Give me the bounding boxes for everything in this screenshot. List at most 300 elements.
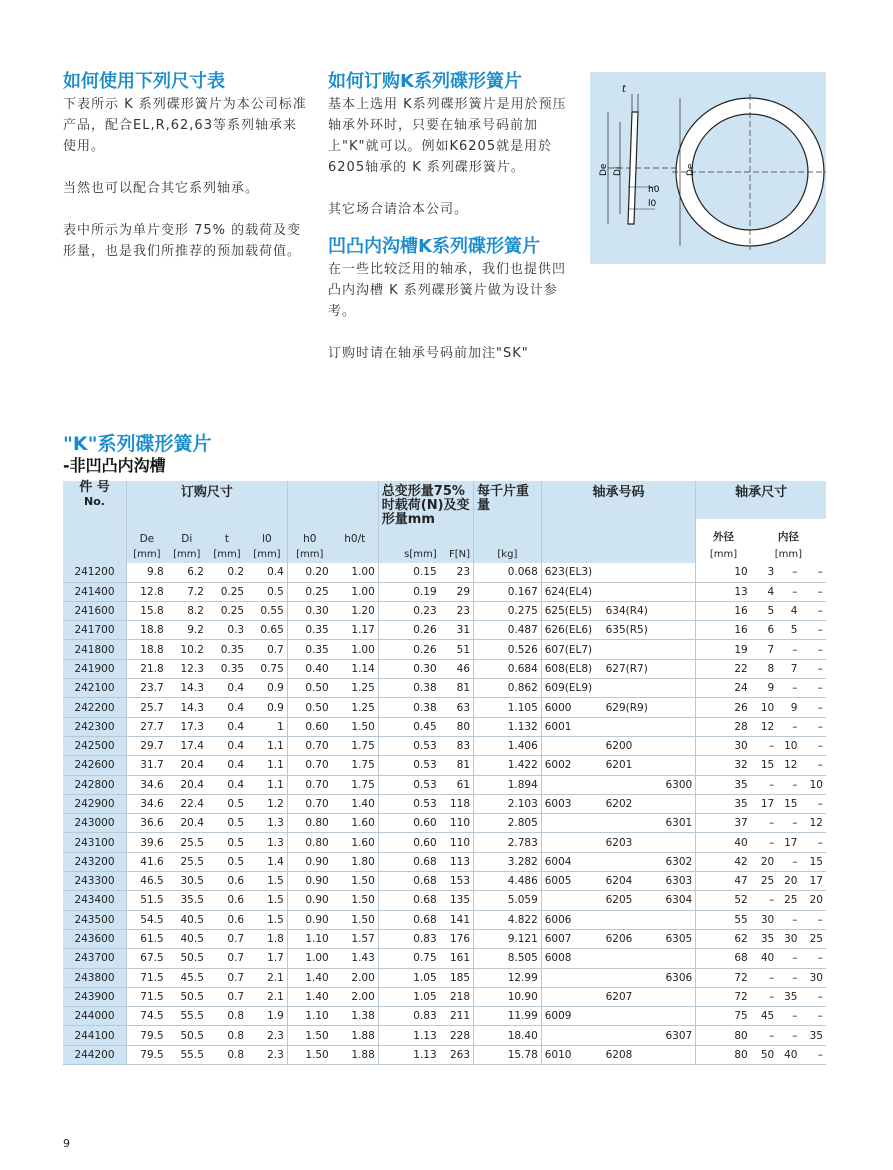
table-cell <box>541 1026 602 1045</box>
table-cell: 5 <box>767 605 775 618</box>
table-cell <box>656 794 696 813</box>
table-cell: 37 <box>696 814 751 833</box>
table-cell: 0.80 <box>287 833 331 852</box>
table-cell: 0.50 <box>287 679 331 698</box>
table-cell: – <box>792 643 798 656</box>
table-cell: 1.132 <box>474 717 542 736</box>
table-cell: 5 <box>790 624 798 637</box>
table-cell: 6302 <box>665 855 693 868</box>
table-cell: 4.822 <box>474 910 542 929</box>
table-cell: 1.3 <box>267 836 284 849</box>
order-text-1: 基本上选用 K系列碟形簧片是用於预压轴承外环时，只要在轴承号码前加上"K"就可以。例如K6205就是用於6205轴承的 K 系列碟形簧片。 <box>328 97 567 175</box>
spring-washer-diagram <box>590 72 826 264</box>
table-cell: 0.7 <box>227 971 245 984</box>
table-cell: 242300 <box>63 717 126 736</box>
table-cell: 22.4 <box>180 798 204 810</box>
table-row <box>63 891 826 910</box>
table-cell: 83 <box>456 740 471 753</box>
table-cell: 0.30 <box>287 601 331 620</box>
table-cell: 1.5 <box>267 894 284 907</box>
table-cell: 34.6 <box>126 794 166 813</box>
table-cell: 39.6 <box>126 833 166 852</box>
table-cell: 0.53 <box>378 736 439 755</box>
table-cell: 241200 <box>63 563 126 582</box>
table-cell: 20.4 <box>180 817 204 830</box>
table-cell: 0.5 <box>227 855 245 868</box>
table-title-main: "K"系列碟形簧片 <box>63 433 212 455</box>
table-cell <box>603 949 656 968</box>
table-cell: 161 <box>449 952 471 965</box>
table-cell: 40 <box>784 1048 798 1061</box>
table-cell: 6208 <box>605 1048 633 1061</box>
table-cell: 0.38 <box>378 698 439 717</box>
table-cell: – <box>768 971 775 984</box>
table-cell: 31 <box>456 624 471 637</box>
diagram-l0-label: l0 <box>648 199 657 209</box>
table-cell: 0.5 <box>227 817 245 830</box>
table-cell: 9.121 <box>474 929 542 948</box>
col-bearing-dims: 轴承尺寸 <box>696 481 826 519</box>
table-cell <box>656 582 696 601</box>
table-cell: 0.68 <box>378 852 439 871</box>
table-cell: 55.5 <box>180 1010 204 1023</box>
table-cell: 6001 <box>541 717 602 736</box>
table-cell: 1.38 <box>351 1010 375 1023</box>
table-cell: 6005 <box>541 872 602 891</box>
table-cell: 1.9 <box>267 1010 284 1023</box>
table-cell: 176 <box>449 933 471 946</box>
table-row <box>63 736 826 755</box>
table-cell: 10.2 <box>180 643 204 656</box>
table-cell: 23 <box>456 605 471 618</box>
table-cell: 1.7 <box>267 952 284 965</box>
table-cell: 0.275 <box>474 601 542 620</box>
table-cell: 0.35 <box>220 662 245 675</box>
table-title <box>63 432 212 476</box>
table-cell: 624(EL4) <box>541 582 602 601</box>
table-cell: 1.50 <box>351 720 375 733</box>
table-row <box>63 582 826 601</box>
table-cell: 243100 <box>63 833 126 852</box>
table-cell <box>603 852 656 871</box>
table-cell: 218 <box>449 990 471 1003</box>
table-cell: 9.2 <box>187 624 204 637</box>
table-cell <box>603 1026 656 1045</box>
table-cell: 0.60 <box>378 833 439 852</box>
table-cell: – <box>792 720 798 733</box>
table-cell: 50.5 <box>180 990 204 1003</box>
table-cell: 75 <box>696 1007 751 1026</box>
table-cell: 1.57 <box>351 933 375 946</box>
table-cell: 0.75 <box>260 662 284 675</box>
table-cell: 1.406 <box>474 736 542 755</box>
intro-text-2: 当然也可以配合其它系列轴承。 <box>63 181 260 196</box>
table-cell: 12.8 <box>126 582 166 601</box>
table-cell: – <box>817 952 823 965</box>
spring-washer-table: 件 号 No. 订购尺寸 总变形量75%时载荷(N)及变形量mm 每千片重量 轴承号码 轴承尺寸 De Di t l0 h0 h0/t 外径 内径 [mm] [mm] [mm] [mm] [mm] s[mm] F[N] [kg] [mm] [mm] 241200 9.8 6.2 0.2 0.4 0.20 1.00 0.15 23 0.068 623(EL3) 10 3 – – 241400 12.8 7.2 0.25 0.5 0.25 1.00 0.19 29 0.167 624(EL4) 13 4 – – 241600 15.8 8.2 0.25 0.55 0.30 1.20 0.23 23 0.275 625(EL5) 634(R4) 16 5 4 – 241700 18.8 9.2 0.3 0.65 0.35 1.17 0.26 31 0.487 626(EL6) 635(R5) 16 6 5 – 241800 18.8 10.2 0.35 0.7 0.35 1.00 0.26 51 0.526 607(EL7) 19 7 – – 241900 21.8 12.3 0.35 0.75 0.40 1.14 0.30 46 0.684 608(EL8) 627(R7) 22 8 7 – 242100 23.7 14.3 0.4 0.9 0.50 1.25 0.38 81 0.862 609(EL9) 24 9 – – 242200 25.7 14.3 0.4 0.9 0.50 1.25 0.38 63 1.105 6000 629(R9) 26 10 9 – 242300 27.7 17.3 0.4 1 0.60 1.50 0.45 80 1.132 6001 28 12 – – 242500 29.7 17.4 0.4 1.1 0.70 1.75 0.53 83 1.406 6200 30 – 10 – 242600 31.7 20.4 0.4 1.1 0.70 1.75 0.53 81 1.422 6002 6201 32 15 12 – 242800 34.6 20.4 0.4 1.1 0.70 1.75 0.53 61 1.894 6300 35 – – 10 242900 34.6 22.4 0.5 1.2 0.70 1.40 0.53 118 2.103 6003 6202 35 17 15 – 243000 36.6 20.4 0.5 1.3 0.80 1.60 0.60 110 2.805 6301 37 – – 12 243100 39.6 25.5 0.5 1.3 0.80 1.60 0.60 110 2.783 6203 40 – 17 – 243200 41.6 25.5 0.5 1.4 0.90 1.80 0.68 113 3.282 6004 6302 42 20 – 15 243300 46.5 30.5 0.6 1.5 0.90 1.50 0.68 153 4.486 6005 6204 6303 47 25 20 17 243400 51.5 35.5 0.6 1.5 0.90 1.50 0.68 135 5.059 6205 6304 52 – 25 20 243500 54.5 40.5 0.6 1.5 0.90 1.50 0.68 141 4.822 6006 55 30 – – 243600 61.5 40.5 0.7 1.8 1.10 1.57 0.83 176 9.121 6007 6206 6305 62 35 30 25 243700 67.5 50.5 0.7 1.7 1.00 1.43 0.75 161 8.505 6008 68 40 – – 243800 71.5 45.5 0.7 2.1 1.40 2.00 1.05 185 12.99 6306 72 – – 30 243900 71.5 50.5 0.7 2.1 1.40 2.00 1.05 218 10.90 6207 72 – 35 – 244000 74.5 55.5 0.8 1.9 1.10 1.38 0.83 211 11.99 6009 75 45 – – 244100 79.5 50.5 0.8 2.3 1.50 1.88 1.13 228 18.40 6307 80 – – 35 244200 79.5 55.5 0.8 2.3 1.50 1.88 1.13 263 15.78 6010 6208 80 50 40 – <box>63 481 826 1065</box>
col-t: t <box>207 519 247 545</box>
table-cell: 243200 <box>63 852 126 871</box>
table-cell: 15 <box>784 798 798 810</box>
table-cell: 244100 <box>63 1026 126 1045</box>
sk-heading: 凹凸内沟槽K系列碟形簧片 <box>328 236 540 257</box>
table-cell <box>603 717 656 736</box>
table-cell: 0.30 <box>378 659 439 678</box>
diagram-h0-label: h0 <box>648 185 660 195</box>
table-cell: 6307 <box>665 1029 693 1042</box>
table-cell: 9 <box>790 701 798 714</box>
table-cell: 0.68 <box>378 891 439 910</box>
table-cell: 634(R4) <box>605 605 648 618</box>
table-cell: 62 <box>696 929 751 948</box>
table-row <box>63 563 826 582</box>
table-cell: 0.5 <box>267 585 284 598</box>
table-cell: – <box>817 643 823 656</box>
table-cell: 35 <box>760 933 775 946</box>
table-cell: 0.70 <box>287 775 331 794</box>
table-cell: 5.059 <box>474 891 542 910</box>
table-cell: 14.3 <box>180 682 204 695</box>
table-cell: 110 <box>449 836 471 849</box>
table-cell: 30 <box>696 736 751 755</box>
diagram-t-label: t <box>622 84 627 95</box>
table-cell <box>541 814 602 833</box>
table-cell: 1.422 <box>474 756 542 775</box>
table-cell: 1.13 <box>378 1045 439 1064</box>
col-di: Di <box>167 519 207 545</box>
table-cell: – <box>768 1029 775 1042</box>
table-cell: 51.5 <box>126 891 166 910</box>
table-cell <box>603 775 656 794</box>
table-cell: 263 <box>449 1048 471 1061</box>
table-cell: 1.10 <box>287 929 331 948</box>
table-cell: 241800 <box>63 640 126 659</box>
table-cell <box>603 582 656 601</box>
table-cell: 1.10 <box>287 1007 331 1026</box>
table-cell: 635(R5) <box>605 624 648 637</box>
table-cell: 20.4 <box>180 778 204 791</box>
table-cell: 0.90 <box>287 872 331 891</box>
table-cell: – <box>817 701 823 714</box>
table-cell: 1.14 <box>351 662 375 675</box>
table-cell <box>541 736 602 755</box>
table-cell: 25 <box>809 933 823 946</box>
table-cell: – <box>792 971 798 984</box>
table-cell: 1.13 <box>378 1026 439 1045</box>
table-cell: 61 <box>456 778 471 791</box>
table-cell <box>541 833 602 852</box>
table-cell: 15 <box>809 855 823 868</box>
table-cell: 0.45 <box>378 717 439 736</box>
table-cell: 0.4 <box>227 740 245 753</box>
table-cell: 1.25 <box>351 682 375 695</box>
table-cell: 0.55 <box>260 605 284 618</box>
table-cell: 0.4 <box>227 759 245 772</box>
table-cell <box>656 698 696 717</box>
table-cell: 1.40 <box>287 987 331 1006</box>
table-cell: 110 <box>449 817 471 830</box>
table-cell: 4 <box>790 605 798 618</box>
table-cell: 113 <box>449 855 471 868</box>
table-cell <box>541 987 602 1006</box>
table-cell: 1.1 <box>267 759 284 772</box>
table-cell: 42 <box>696 852 751 871</box>
table-row <box>63 929 826 948</box>
table-cell: 7 <box>767 643 775 656</box>
table-cell: 26 <box>696 698 751 717</box>
table-cell: 0.862 <box>474 679 542 698</box>
table-cell: 242200 <box>63 698 126 717</box>
table-cell: 0.167 <box>474 582 542 601</box>
table-cell: 19 <box>696 640 751 659</box>
table-cell: 25 <box>784 894 798 907</box>
table-row <box>63 852 826 871</box>
table-cell: 1.88 <box>351 1048 375 1061</box>
table-cell: 0.20 <box>287 563 331 582</box>
table-cell: 242800 <box>63 775 126 794</box>
col-order-dims: 订购尺寸 <box>126 481 287 519</box>
table-cell: 0.35 <box>287 621 331 640</box>
intro-section <box>63 70 308 262</box>
table-cell: 0.90 <box>287 852 331 871</box>
table-cell: – <box>768 990 775 1003</box>
table-cell: – <box>792 682 798 695</box>
table-cell: – <box>817 1010 823 1023</box>
table-cell <box>656 679 696 698</box>
table-cell: 0.8 <box>227 1029 245 1042</box>
table-cell: 80 <box>456 720 471 733</box>
table-cell <box>656 756 696 775</box>
table-cell <box>603 910 656 929</box>
table-cell: 21.8 <box>126 659 166 678</box>
table-cell: 0.90 <box>287 910 331 929</box>
table-row <box>63 987 826 1006</box>
table-cell: 0.684 <box>474 659 542 678</box>
table-cell <box>603 968 656 987</box>
table-cell: 50.5 <box>180 1029 204 1042</box>
table-cell: 29.7 <box>126 736 166 755</box>
table-cell: 35 <box>696 794 751 813</box>
table-cell: 12.3 <box>180 662 204 675</box>
table-cell <box>656 1007 696 1026</box>
table-cell: – <box>792 952 798 965</box>
table-cell: 2.3 <box>267 1029 284 1042</box>
table-cell: 9 <box>767 682 775 695</box>
table-cell: 6 <box>767 624 775 637</box>
order-section <box>328 70 568 364</box>
table-cell: 1.43 <box>351 952 375 965</box>
table-cell: 35 <box>809 1029 823 1042</box>
table-cell: 0.83 <box>378 929 439 948</box>
table-cell: 7.2 <box>187 585 204 598</box>
table-cell <box>656 717 696 736</box>
table-row <box>63 717 826 736</box>
table-cell: 0.26 <box>378 640 439 659</box>
diagram-de-label-2: De <box>686 163 696 176</box>
table-cell: 243700 <box>63 949 126 968</box>
table-cell: – <box>768 778 775 791</box>
table-cell: 242500 <box>63 736 126 755</box>
table-cell: 118 <box>449 798 471 810</box>
table-cell: 2.1 <box>267 990 284 1003</box>
table-cell: 3.282 <box>474 852 542 871</box>
table-cell: 10 <box>760 701 775 714</box>
table-cell: 241900 <box>63 659 126 678</box>
table-cell: 1.50 <box>351 913 375 926</box>
page-number: 9 <box>63 1137 70 1150</box>
table-cell: 1.00 <box>351 585 375 598</box>
table-cell: 10 <box>696 563 751 582</box>
table-cell: 29 <box>456 585 471 598</box>
table-cell: 243800 <box>63 968 126 987</box>
table-cell: 1.75 <box>351 740 375 753</box>
table-cell: 0.35 <box>287 640 331 659</box>
table-cell: 0.23 <box>378 601 439 620</box>
table-cell: 32 <box>696 756 751 775</box>
table-cell: 8.2 <box>187 605 204 618</box>
table-cell: 2.00 <box>351 971 375 984</box>
table-cell: 1.5 <box>267 913 284 926</box>
table-cell: 6306 <box>665 971 693 984</box>
table-cell: 0.7 <box>267 643 284 656</box>
table-row <box>63 775 826 794</box>
table-cell: 30 <box>809 971 823 984</box>
table-cell: 1.25 <box>351 701 375 714</box>
table-row <box>63 794 826 813</box>
col-deform: 总变形量75%时载荷(N)及变形量mm <box>378 481 473 545</box>
table-cell: 6200 <box>605 740 633 753</box>
table-cell: 20 <box>784 875 798 888</box>
table-cell: – <box>768 836 775 849</box>
table-cell: 63 <box>456 701 471 714</box>
table-cell: 0.7 <box>227 990 245 1003</box>
table-cell: 0.4 <box>227 778 245 791</box>
table-cell: 243500 <box>63 910 126 929</box>
table-cell: – <box>792 913 798 926</box>
table-row <box>63 872 826 891</box>
col-bearing-no: 轴承号码 <box>541 481 695 519</box>
table-cell: 6300 <box>665 778 693 791</box>
intro-text-1: 下表所示 K 系列碟形簧片为本公司标准产品，配合EL,R,62,63等系列轴承来使用。 <box>63 97 307 154</box>
table-cell: 0.75 <box>378 949 439 968</box>
table-cell <box>541 891 602 910</box>
table-cell: 0.6 <box>227 875 245 888</box>
table-cell: 68 <box>696 949 751 968</box>
table-cell: 72 <box>696 968 751 987</box>
table-cell: 36.6 <box>126 814 166 833</box>
table-row <box>63 756 826 775</box>
table-cell: 55 <box>696 910 751 929</box>
table-cell: 2.00 <box>351 990 375 1003</box>
table-cell: 2.3 <box>267 1048 284 1061</box>
table-cell: 1.40 <box>287 968 331 987</box>
table-cell: 0.26 <box>378 621 439 640</box>
table-cell: 20 <box>760 855 775 868</box>
table-cell: 18.40 <box>474 1026 542 1045</box>
table-cell: 6003 <box>541 794 602 813</box>
table-cell <box>656 659 696 678</box>
table-cell: 17.3 <box>180 720 204 733</box>
table-cell: 0.6 <box>227 913 245 926</box>
table-cell: – <box>817 913 823 926</box>
table-cell: – <box>792 1010 798 1023</box>
table-cell: 609(EL9) <box>541 679 602 698</box>
table-cell: 0.4 <box>227 682 245 695</box>
table-cell: – <box>792 817 798 830</box>
table-cell: 0.35 <box>220 643 245 656</box>
table-cell: 1.50 <box>351 875 375 888</box>
table-cell: 18.8 <box>126 621 166 640</box>
table-cell: 0.4 <box>267 566 284 579</box>
table-row <box>63 1007 826 1026</box>
table-cell: – <box>817 585 823 598</box>
table-cell <box>656 1045 696 1064</box>
table-cell: 50.5 <box>180 952 204 965</box>
table-cell: 46 <box>456 662 471 675</box>
col-l0: l0 <box>247 519 287 545</box>
table-cell: 0.25 <box>287 582 331 601</box>
table-cell <box>541 968 602 987</box>
table-cell: 185 <box>449 971 471 984</box>
table-cell: 2.1 <box>267 971 284 984</box>
table-cell: 30.5 <box>180 875 204 888</box>
table-cell: 141 <box>449 913 471 926</box>
table-cell: 27.7 <box>126 717 166 736</box>
table-cell: 1.05 <box>378 987 439 1006</box>
table-cell: 72 <box>696 987 751 1006</box>
table-cell: 30 <box>784 933 798 946</box>
table-cell: 23.7 <box>126 679 166 698</box>
table-cell <box>656 833 696 852</box>
table-cell: 0.90 <box>287 891 331 910</box>
table-cell: 54.5 <box>126 910 166 929</box>
table-cell: – <box>817 836 823 849</box>
table-cell: – <box>817 624 823 637</box>
col-weight: 每千片重量 <box>474 481 542 545</box>
table-cell: 4.486 <box>474 872 542 891</box>
table-cell: – <box>817 740 823 753</box>
table-cell: 1.105 <box>474 698 542 717</box>
table-cell: 50 <box>760 1048 775 1061</box>
table-cell: 153 <box>449 875 471 888</box>
table-cell: 35 <box>784 990 798 1003</box>
table-cell: 20 <box>809 894 823 907</box>
table-cell: 12 <box>784 759 798 772</box>
table-cell: 67.5 <box>126 949 166 968</box>
col-h0: h0 <box>287 519 331 545</box>
table-cell: 625(EL5) <box>541 601 602 620</box>
table-cell: 228 <box>449 1029 471 1042</box>
table-cell: 40 <box>760 952 775 965</box>
table-cell: 243600 <box>63 929 126 948</box>
table-cell: 242900 <box>63 794 126 813</box>
table-cell: 0.50 <box>287 698 331 717</box>
table-cell: – <box>817 720 823 733</box>
table-cell: 6304 <box>665 894 693 907</box>
table-cell: 8.505 <box>474 949 542 968</box>
order-heading: 如何订购K系列碟形簧片 <box>328 71 522 92</box>
table-cell: 6301 <box>665 817 693 830</box>
table-cell: 1.894 <box>474 775 542 794</box>
table-cell: 9.8 <box>126 563 166 582</box>
table-cell: 623(EL3) <box>541 563 602 582</box>
table-cell: 242600 <box>63 756 126 775</box>
table-cell: 40.5 <box>180 913 204 926</box>
table-cell: 16 <box>696 621 751 640</box>
table-cell: 243400 <box>63 891 126 910</box>
table-cell: 242100 <box>63 679 126 698</box>
table-cell: 6010 <box>541 1045 602 1064</box>
